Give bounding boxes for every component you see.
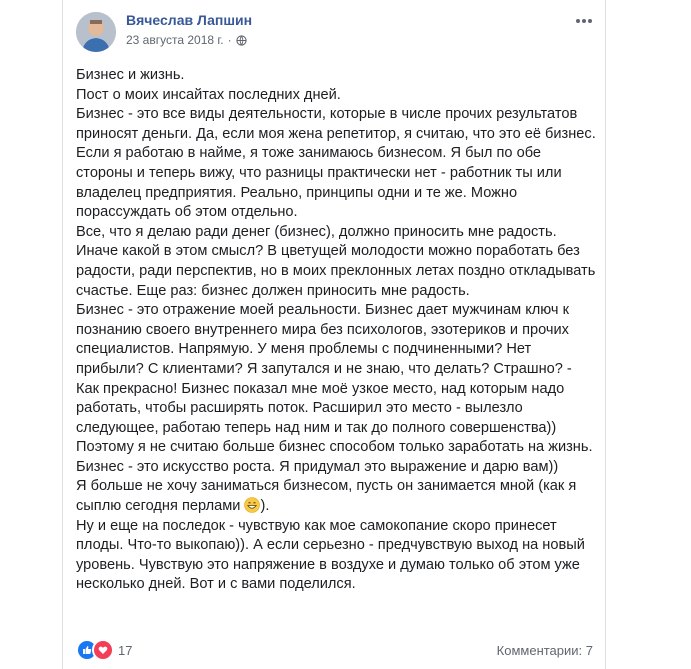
comments-count-link[interactable]: Комментарии: 7 — [496, 642, 593, 658]
post-paragraph-with-emoji — [76, 477, 598, 516]
ellipsis-icon — [575, 18, 593, 24]
post-footer — [76, 640, 593, 660]
reaction-count[interactable]: 17 — [118, 642, 133, 658]
globe-icon[interactable] — [236, 35, 247, 46]
post-body — [76, 66, 598, 595]
emoji-paragraph-text: Я больше не хочу заниматься бизнесом, пусть он занимается мной (как я сыплю сегодня перлами — [76, 478, 577, 515]
grinning-face-emoji-icon — [244, 497, 260, 513]
post-paragraph: Все, что я делаю ради денег (бизнес), должно приносить мне радость. Иначе какой в этом смысл? В цветущей молодости можно поработать без радости, ради перспектив, но в моих преклонных летах поздно откладывать счастье. Еще раз: бизнес должен приносить мне радость. — [76, 223, 596, 299]
author-name[interactable]: Вячеслав Лапшин — [126, 12, 253, 28]
post-paragraph: Поэтому я не считаю больше бизнес способом только заработать на жизнь. Бизнес - это искусство роста. Я придумал это выражение и дарю вам)) — [76, 439, 593, 475]
love-icon — [92, 639, 114, 661]
reactions-summary[interactable] — [76, 639, 132, 661]
avatar-photo-icon — [76, 12, 116, 52]
post-paragraph: Пост о моих инсайтах последних дней. — [76, 86, 341, 103]
post-paragraph: Ну и еще на последок - чувствую как мое самокопание скоро принесет плоды. Что-то выкопаю)). А если серьезно - предчувствую выход на новый уровень. Чувствую это напряжение в воздухе и думаю только об этом уже несколько дней. Вот и с вами поделился. — [76, 517, 585, 593]
avatar[interactable] — [76, 12, 116, 52]
post-paragraph: Бизнес и жизнь. — [76, 67, 185, 83]
more-options-button[interactable] — [575, 12, 593, 28]
meta-separator: · — [227, 33, 232, 47]
post-meta — [126, 33, 247, 47]
post-paragraph: Бизнес - это все виды деятельности, которые в числе прочих результатов приносят деньги. Да, если моя жена репетитор, я считаю, что это её бизнес. Если я работаю в найме, я тоже занимаюсь бизнесом. Я был по обе стороны и теперь вижу, что разницы практически нет - работник ты или владелец предприятия. Реально, принципы одни и те же. Можно порассуждать об этом отдельно. — [76, 106, 596, 221]
reaction-icons — [76, 639, 114, 661]
post-date[interactable]: 23 августа 2018 г. — [126, 33, 224, 47]
emoji-paragraph-end: ). — [260, 498, 270, 515]
post-card — [62, 0, 606, 669]
post-paragraph: Бизнес - это отражение моей реальности. Бизнес дает мужчинам ключ к познанию своего внутреннего мира без психологов, эзотериков и прочих специалистов. Напрямую. У меня проблемы с подчиненными? Нет прибыли? С клиентами? Я запутался и не знаю, что делать? Страшно? - Как прекрасно! Бизнес показал мне моё узкое место, над которым надо работать, чтобы расширять поток. Расширил это место - вылезло следующее, работаю теперь над ним и так до полного совершенства)) — [76, 302, 572, 436]
